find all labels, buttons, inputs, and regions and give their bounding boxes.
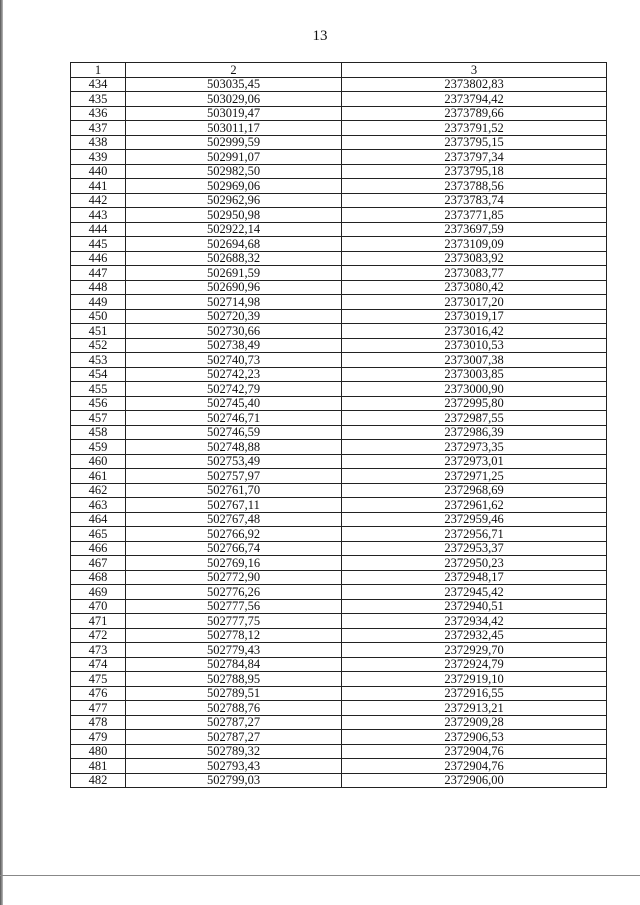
- table-row: [71, 498, 607, 513]
- cell-y-coordinate: 2372904,76: [342, 744, 607, 759]
- cell-point-number: 460: [71, 454, 126, 469]
- cell-point-number: 479: [71, 730, 126, 745]
- cell-point-number: 444: [71, 222, 126, 237]
- cell-x-coordinate: 502769,16: [126, 556, 342, 571]
- table-row: [71, 759, 607, 774]
- cell-y-coordinate: 2373080,42: [342, 280, 607, 295]
- table-row: [71, 570, 607, 585]
- cell-x-coordinate: 502982,50: [126, 164, 342, 179]
- cell-x-coordinate: 502799,03: [126, 773, 342, 788]
- table-row: [71, 295, 607, 310]
- table-row: [71, 469, 607, 484]
- cell-point-number: 440: [71, 164, 126, 179]
- table-row: [71, 483, 607, 498]
- cell-point-number: 455: [71, 382, 126, 397]
- cell-x-coordinate: 503019,47: [126, 106, 342, 121]
- cell-point-number: 452: [71, 338, 126, 353]
- cell-y-coordinate: 2372987,55: [342, 411, 607, 426]
- cell-x-coordinate: 502740,73: [126, 353, 342, 368]
- cell-x-coordinate: 502738,49: [126, 338, 342, 353]
- cell-point-number: 477: [71, 701, 126, 716]
- table-row: [71, 744, 607, 759]
- column-header-y: 3: [342, 63, 607, 78]
- cell-point-number: 461: [71, 469, 126, 484]
- table-row: [71, 135, 607, 150]
- cell-y-coordinate: 2372986,39: [342, 425, 607, 440]
- cell-point-number: 434: [71, 77, 126, 92]
- cell-y-coordinate: 2372909,28: [342, 715, 607, 730]
- table-row: [71, 440, 607, 455]
- cell-point-number: 475: [71, 672, 126, 687]
- cell-y-coordinate: 2372953,37: [342, 541, 607, 556]
- cell-point-number: 456: [71, 396, 126, 411]
- cell-point-number: 468: [71, 570, 126, 585]
- cell-y-coordinate: 2373795,18: [342, 164, 607, 179]
- cell-y-coordinate: 2373791,52: [342, 121, 607, 136]
- table-row: [71, 324, 607, 339]
- cell-x-coordinate: 502742,79: [126, 382, 342, 397]
- cell-point-number: 448: [71, 280, 126, 295]
- cell-x-coordinate: 502787,27: [126, 715, 342, 730]
- table-row: [71, 411, 607, 426]
- column-header-x: 2: [126, 63, 342, 78]
- cell-point-number: 446: [71, 251, 126, 266]
- cell-y-coordinate: 2372916,55: [342, 686, 607, 701]
- cell-point-number: 469: [71, 585, 126, 600]
- table-row: [71, 773, 607, 788]
- cell-y-coordinate: 2372959,46: [342, 512, 607, 527]
- scan-edge-left: [0, 0, 3, 905]
- cell-x-coordinate: 502757,97: [126, 469, 342, 484]
- cell-y-coordinate: 2372995,80: [342, 396, 607, 411]
- table-row: [71, 686, 607, 701]
- table-row: [71, 512, 607, 527]
- cell-point-number: 471: [71, 614, 126, 629]
- table-row: [71, 208, 607, 223]
- cell-point-number: 445: [71, 237, 126, 252]
- table-row: [71, 367, 607, 382]
- cell-y-coordinate: 2372973,35: [342, 440, 607, 455]
- cell-x-coordinate: 502788,95: [126, 672, 342, 687]
- table-row: [71, 715, 607, 730]
- table-row: [71, 556, 607, 571]
- table-row: [71, 237, 607, 252]
- cell-y-coordinate: 2372950,23: [342, 556, 607, 571]
- cell-x-coordinate: 502766,92: [126, 527, 342, 542]
- cell-y-coordinate: 2373083,92: [342, 251, 607, 266]
- cell-y-coordinate: 2372904,76: [342, 759, 607, 774]
- table-row: [71, 657, 607, 672]
- cell-x-coordinate: 502761,70: [126, 483, 342, 498]
- cell-x-coordinate: 502772,90: [126, 570, 342, 585]
- cell-y-coordinate: 2372971,25: [342, 469, 607, 484]
- cell-point-number: 464: [71, 512, 126, 527]
- table-row: [71, 164, 607, 179]
- table-row: [71, 382, 607, 397]
- cell-y-coordinate: 2373797,34: [342, 150, 607, 165]
- table-row: [71, 222, 607, 237]
- scan-edge-bottom: [0, 875, 640, 876]
- cell-point-number: 462: [71, 483, 126, 498]
- table-row: [71, 92, 607, 107]
- cell-x-coordinate: 502730,66: [126, 324, 342, 339]
- cell-x-coordinate: 502767,48: [126, 512, 342, 527]
- cell-point-number: 472: [71, 628, 126, 643]
- cell-x-coordinate: 502789,51: [126, 686, 342, 701]
- cell-y-coordinate: 2373003,85: [342, 367, 607, 382]
- table-row: [71, 266, 607, 281]
- cell-point-number: 473: [71, 643, 126, 658]
- cell-point-number: 439: [71, 150, 126, 165]
- cell-point-number: 458: [71, 425, 126, 440]
- cell-x-coordinate: 502789,32: [126, 744, 342, 759]
- cell-x-coordinate: 502688,32: [126, 251, 342, 266]
- table-row: [71, 193, 607, 208]
- cell-x-coordinate: 502746,59: [126, 425, 342, 440]
- cell-y-coordinate: 2373794,42: [342, 92, 607, 107]
- cell-x-coordinate: 502793,43: [126, 759, 342, 774]
- cell-point-number: 470: [71, 599, 126, 614]
- cell-point-number: 453: [71, 353, 126, 368]
- cell-x-coordinate: 502922,14: [126, 222, 342, 237]
- cell-x-coordinate: 503011,17: [126, 121, 342, 136]
- cell-y-coordinate: 2372929,70: [342, 643, 607, 658]
- cell-x-coordinate: 502720,39: [126, 309, 342, 324]
- cell-y-coordinate: 2373789,66: [342, 106, 607, 121]
- cell-x-coordinate: 502784,84: [126, 657, 342, 672]
- cell-y-coordinate: 2372906,00: [342, 773, 607, 788]
- table-row: [71, 628, 607, 643]
- cell-x-coordinate: 502776,26: [126, 585, 342, 600]
- cell-point-number: 438: [71, 135, 126, 150]
- table-row: [71, 150, 607, 165]
- cell-point-number: 482: [71, 773, 126, 788]
- table-row: [71, 585, 607, 600]
- cell-x-coordinate: 502779,43: [126, 643, 342, 658]
- table-row: [71, 541, 607, 556]
- cell-x-coordinate: 502999,59: [126, 135, 342, 150]
- cell-point-number: 447: [71, 266, 126, 281]
- cell-y-coordinate: 2373007,38: [342, 353, 607, 368]
- cell-y-coordinate: 2373010,53: [342, 338, 607, 353]
- table-row: [71, 701, 607, 716]
- cell-y-coordinate: 2373017,20: [342, 295, 607, 310]
- cell-point-number: 441: [71, 179, 126, 194]
- cell-y-coordinate: 2373109,09: [342, 237, 607, 252]
- table-row: [71, 77, 607, 92]
- cell-y-coordinate: 2373802,83: [342, 77, 607, 92]
- cell-point-number: 465: [71, 527, 126, 542]
- cell-y-coordinate: 2373083,77: [342, 266, 607, 281]
- column-header-number: 1: [71, 63, 126, 78]
- cell-x-coordinate: 502788,76: [126, 701, 342, 716]
- cell-point-number: 449: [71, 295, 126, 310]
- table-body: [71, 77, 607, 788]
- cell-point-number: 466: [71, 541, 126, 556]
- cell-x-coordinate: 502962,96: [126, 193, 342, 208]
- table-row: [71, 396, 607, 411]
- cell-point-number: 467: [71, 556, 126, 571]
- cell-x-coordinate: 502777,56: [126, 599, 342, 614]
- cell-y-coordinate: 2372924,79: [342, 657, 607, 672]
- cell-point-number: 478: [71, 715, 126, 730]
- table-header-row: [71, 63, 607, 78]
- coordinates-table: [70, 62, 607, 788]
- table-row: [71, 179, 607, 194]
- table-row: [71, 280, 607, 295]
- cell-x-coordinate: 502748,88: [126, 440, 342, 455]
- table-row: [71, 527, 607, 542]
- cell-x-coordinate: 502746,71: [126, 411, 342, 426]
- cell-y-coordinate: 2372919,10: [342, 672, 607, 687]
- cell-y-coordinate: 2373783,74: [342, 193, 607, 208]
- cell-x-coordinate: 502969,06: [126, 179, 342, 194]
- table-row: [71, 425, 607, 440]
- cell-x-coordinate: 502753,49: [126, 454, 342, 469]
- cell-x-coordinate: 503035,45: [126, 77, 342, 92]
- table-row: [71, 353, 607, 368]
- cell-point-number: 451: [71, 324, 126, 339]
- cell-y-coordinate: 2373795,15: [342, 135, 607, 150]
- cell-point-number: 480: [71, 744, 126, 759]
- cell-point-number: 437: [71, 121, 126, 136]
- cell-x-coordinate: 502691,59: [126, 266, 342, 281]
- cell-x-coordinate: 502950,98: [126, 208, 342, 223]
- cell-x-coordinate: 502778,12: [126, 628, 342, 643]
- cell-point-number: 476: [71, 686, 126, 701]
- cell-y-coordinate: 2372948,17: [342, 570, 607, 585]
- table-row: [71, 338, 607, 353]
- table-row: [71, 614, 607, 629]
- cell-y-coordinate: 2372961,62: [342, 498, 607, 513]
- cell-point-number: 450: [71, 309, 126, 324]
- cell-point-number: 442: [71, 193, 126, 208]
- cell-x-coordinate: 502742,23: [126, 367, 342, 382]
- cell-y-coordinate: 2373019,17: [342, 309, 607, 324]
- cell-x-coordinate: 503029,06: [126, 92, 342, 107]
- cell-point-number: 454: [71, 367, 126, 382]
- cell-point-number: 435: [71, 92, 126, 107]
- cell-y-coordinate: 2372940,51: [342, 599, 607, 614]
- cell-y-coordinate: 2372968,69: [342, 483, 607, 498]
- cell-point-number: 481: [71, 759, 126, 774]
- table-row: [71, 454, 607, 469]
- cell-x-coordinate: 502767,11: [126, 498, 342, 513]
- table-row: [71, 643, 607, 658]
- cell-point-number: 443: [71, 208, 126, 223]
- cell-point-number: 436: [71, 106, 126, 121]
- cell-point-number: 463: [71, 498, 126, 513]
- table-row: [71, 672, 607, 687]
- table-row: [71, 251, 607, 266]
- cell-y-coordinate: 2373697,59: [342, 222, 607, 237]
- cell-point-number: 474: [71, 657, 126, 672]
- cell-y-coordinate: 2372956,71: [342, 527, 607, 542]
- cell-y-coordinate: 2372934,42: [342, 614, 607, 629]
- table-row: [71, 730, 607, 745]
- cell-y-coordinate: 2372906,53: [342, 730, 607, 745]
- table-row: [71, 106, 607, 121]
- cell-y-coordinate: 2372932,45: [342, 628, 607, 643]
- cell-y-coordinate: 2373788,56: [342, 179, 607, 194]
- table-row: [71, 309, 607, 324]
- cell-x-coordinate: 502787,27: [126, 730, 342, 745]
- cell-y-coordinate: 2373016,42: [342, 324, 607, 339]
- cell-point-number: 457: [71, 411, 126, 426]
- cell-y-coordinate: 2372945,42: [342, 585, 607, 600]
- page-number: 13: [312, 28, 328, 44]
- cell-y-coordinate: 2372973,01: [342, 454, 607, 469]
- table-row: [71, 121, 607, 136]
- cell-x-coordinate: 502991,07: [126, 150, 342, 165]
- cell-x-coordinate: 502714,98: [126, 295, 342, 310]
- cell-x-coordinate: 502745,40: [126, 396, 342, 411]
- table-row: [71, 599, 607, 614]
- cell-y-coordinate: 2372913,21: [342, 701, 607, 716]
- cell-point-number: 459: [71, 440, 126, 455]
- cell-y-coordinate: 2373771,85: [342, 208, 607, 223]
- cell-y-coordinate: 2373000,90: [342, 382, 607, 397]
- cell-x-coordinate: 502766,74: [126, 541, 342, 556]
- cell-x-coordinate: 502694,68: [126, 237, 342, 252]
- cell-x-coordinate: 502777,75: [126, 614, 342, 629]
- cell-x-coordinate: 502690,96: [126, 280, 342, 295]
